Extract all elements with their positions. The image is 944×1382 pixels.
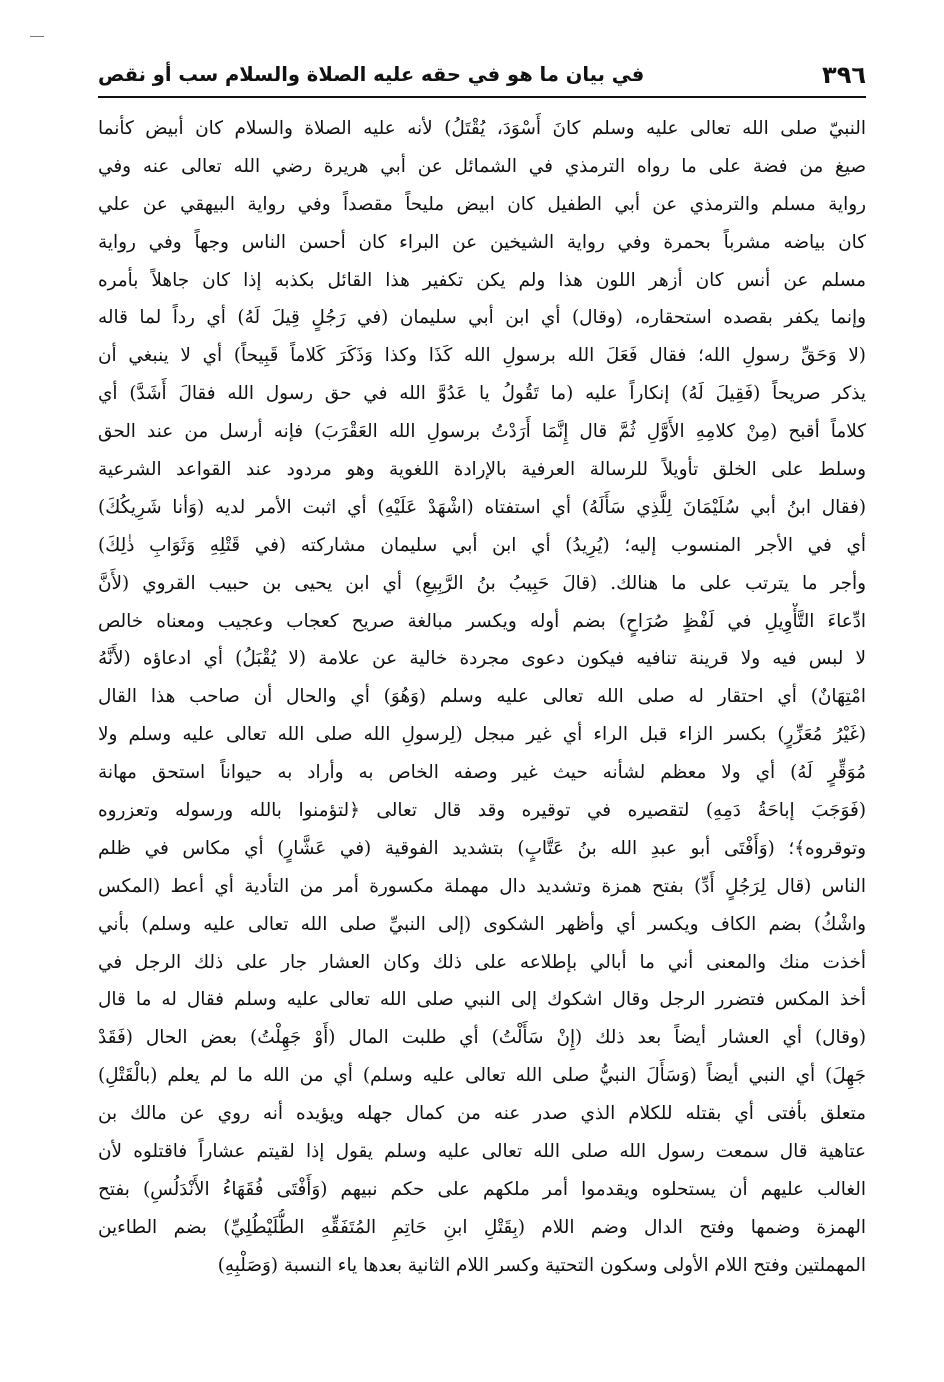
text-line: واشْكُ) بضم الكاف ويكسر أي وأظهر الشكوى (إلى النبيِّ صلى الله تعالى عليه وسلم) بأني: [98, 913, 866, 935]
text-line: النبيّ صلى الله تعالى عليه وسلم كانَ أَسْوَدَ، يُقْتَلُ) لأنه عليه الصلاة والسلام كان أبيض كأنما: [98, 118, 866, 139]
text-line: أخذت منك والمعنى أني ما أبالي بإطلاعه على ذلك وكان العشار جار على ذلك الرجل في: [98, 951, 866, 973]
text-line: الناس (قال لِرَجُلٍ أَدِّ) بفتح همزة وتشديد دال مهملة مكسورة أمر من التأدية أي أعط (المكس: [98, 875, 866, 897]
text-line: (لا وَحَقِّ رسولِ الله؛ فقال فَعَلَ الله برسولِ الله كَذَا وكذا وَذَكَرَ كَلاماً قَبِيحاً) أي لا ينبغي أن: [98, 345, 866, 367]
scan-corner-mark: [30, 36, 44, 37]
header-divider: [98, 96, 866, 98]
text-line: (فَوَجَبَ إباحَةُ دَمِهِ) لتقصيره في توقيره وقد قال تعالى ﴿لتؤمنوا بالله ورسوله وتعزروه: [98, 800, 866, 822]
text-line: متعلق بأفتى أي بقتله للكلام الذي صدر عنه من كمال جهله ويؤيده أنه روي عن مالك بن: [98, 1103, 866, 1125]
text-line: (غَيْرُ مُعَزِّرٍ) بكسر الزاء قبل الراء أي غير مبجل (لِرسولِ الله صلى الله تعالى عليه وسلم ولا: [98, 724, 866, 746]
text-line: كان بياضه مشرباً بحمرة وفي رواية الشيخين عن البراء كان أحسن الناس وجهاً وفي رواية: [98, 231, 866, 253]
text-line: كلاماً أقبح (مِنْ كلامِهِ الأَوَّلِ ثُمَّ قال إِنَّمَا أَرَدْتُ برسولِ الله العَقْرَبَ) فإنه أرسل من عند الحق: [98, 421, 866, 443]
text-line: (فقال ابنُ أبي سُلَيْمَانَ لِلَّذِي سَأَلَهُ) أي استفتاه (اشْهَدْ عَلَيْهِ) أي اثبت الأمر لديه (وَأنا شَرِيكُكَ): [98, 496, 866, 518]
text-line: (وقال) أي العشار أيضاً بعد ذلك (إِنْ سَأَلْتُ) أي طلبت المال (أَوْ جَهِلْتُ) بعض الحال (فَقَدْ: [98, 1027, 866, 1049]
text-line: وسلط على الخلق تأويلاً للرسالة العرفية بالإرادة اللغوية وهو مردود عند القواعد الشرعية: [98, 459, 866, 481]
text-line: وأجر ما يترتب على ما هنالك. (قالَ حَبِيبُ بنُ الرَّبِيعِ) أي ابن يحيى بن حبيب القروي (لأَنَّ: [98, 572, 866, 594]
text-line: ادِّعاءَ التَّأْوِيلِ في لَفْظٍ صُرَاحٍ) بضم أوله ويكسر مبالغة صريح كعجاب وعجيب ومعناه خالص: [98, 610, 866, 632]
running-title: في بيان ما هو في حقه عليه الصلاة والسلام سب أو نقص: [98, 63, 645, 86]
body-text: [98, 110, 866, 1285]
text-line: وتوقروه﴾؛ (وَأَفْتَى أبو عبدِ الله بنُ عَتَّابٍ) بتشديد الفوقية (في عَشَّارٍ) أي مكاس في ظلم: [98, 837, 866, 859]
text-line: أي في الأجر المنسوب إليه؛ (يُرِيدُ) أي ابن أبي سليمان مشاركته (في قَتْلِهِ وَثَوَابِ ذٰلِكَ): [98, 534, 866, 556]
text-line: لا لبس فيه ولا قرينة تنافيه فيكون دعوى مجردة خالية عن علامة (لا يُقْبَلُ) أي ادعاؤه (لأَنَّهُ: [98, 648, 866, 670]
text-line: أخذ المكس فتضرر الرجل وقال اشكوك إلى النبي صلى الله تعالى عليه وسلم فقال له ما قال: [98, 989, 866, 1011]
text-line: صيغ من فضة على ما رواه الترمذي في الشمائل عن أبي هريرة رضي الله تعالى عنه وفي: [98, 155, 866, 177]
text-line: المهملتين وفتح اللام الأولى وسكون التحتية وكسر اللام الثانية بعدها ياء النسبة (وَصَلْبِهِ): [217, 1254, 866, 1276]
page-number: ٣٩٦: [822, 61, 866, 89]
text-line: مسلم عن أنس كان أزهر اللون هذا ولم يكن تكفير هذا القائل بكذبه إذا كان جاهلاً بأمره: [98, 269, 866, 291]
text-line: الغالب عليهم أن يستحلوه ويقدموا أمر ملكهم على حكم نبيهم (وَأَفْتَى فُقَهَاءُ الأَنْدَلُسِ) بفتح: [98, 1178, 866, 1200]
text-line: وإنما يكفر بقصده استحقاره، (وقال) أي ابن أبي سليمان (في رَجُلٍ قِيلَ لَهُ) أي رداً لما قاله: [98, 307, 866, 329]
text-line: عتاهية قال سمعت رسول الله صلى الله تعالى عليه وسلم يقول إذا لقيتم عشاراً فاقتلوه لأن: [98, 1141, 866, 1163]
text-line: الهمزة وضمها وفتح الدال وضم اللام (بِقَتْلِ ابنِ حَاتِمِ المُتَفَقِّهِ الطُّلَيْطُلِيِّ) بضم الطاءين: [98, 1216, 866, 1238]
text-line: مُوَقِّرٍ لَهُ) أي ولا معظم لشأنه حيث غير وصفه الخاص به وأراد به حيواناً استحق مهانة: [98, 762, 866, 784]
text-line: رواية مسلم والترمذي عن أبي الطفيل كان ابيض مليحاً مقصداً وفي رواية البيهقي عن علي: [98, 193, 866, 215]
text-line: امْتِهَانٌ) أي احتقار له صلى الله تعالى عليه وسلم (وَهُوَ) أي والحال أن صاحب هذا القال: [98, 686, 866, 708]
text-line: يذكر صريحاً (فَقِيلَ لَهُ) إنكاراً عليه (ما تَقُولُ يا عَدُوَّ الله في حق رسول الله فقالَ أَشَدَّ) أي: [98, 383, 866, 405]
text-line: جَهِلَ) أي النبي أيضاً (وَسَأَلَ النبيُّ صلى الله تعالى عليه وسلم) أي من الله ما لم يعلم (بالْقَتْلِ): [98, 1065, 866, 1087]
page-header: [98, 52, 866, 96]
